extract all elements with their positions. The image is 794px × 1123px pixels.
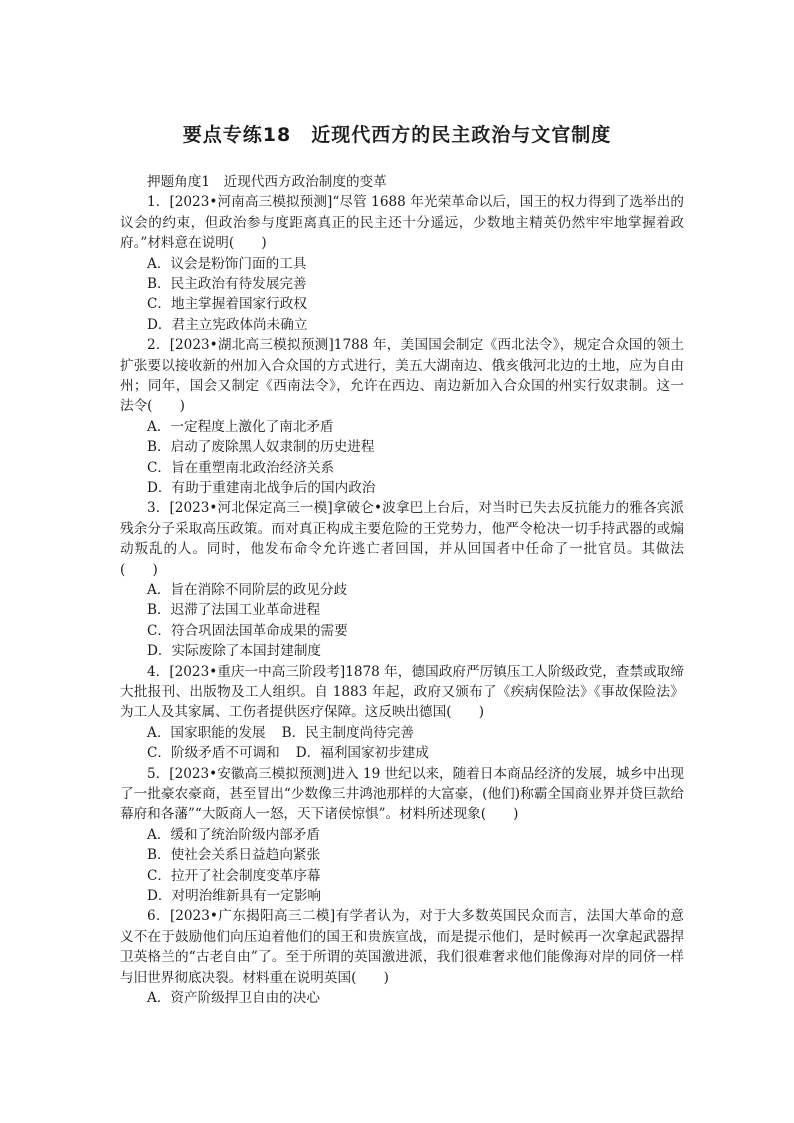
option-a: A．议会是粉饰门面的工具 [147,255,307,272]
question-stem: 4．[2023•重庆一中高三阶段考]1878 年，德国政府严厉镇压工人阶级政党，查禁或取缔大批报刊、出版物及工人组织。自 1883 年起，政府又颁布了《疾病保险法》《事故保险法》为工人及其家属、工伤者提供医疗保障。这反映出德国( ) [120,663,684,721]
option-c: C．阶级矛盾不可调和 [147,745,280,762]
question-stem: 6．[2023•广东揭阳高三二模]有学者认为，对于大多数英国民众而言，法国大革命的意义不在于鼓励他们向压迫着他们的国王和贵族宣战，而是提示他们，是时候再一次拿起武器捍卫英格兰的“古老自由”了。至于所谓的英国激进派，我们很难奢求他们能像海对岸的同侪一样与旧世界彻底决裂。材料重在说明英国( ) [120,908,684,986]
question-6 [120,906,684,1008]
question-5 [120,764,684,907]
document-body [120,172,684,1008]
question-4 [120,662,684,764]
option-c: C．旨在重塑南北政治经济关系 [147,459,335,476]
option-c: C．符合巩固法国革命成果的需要 [147,622,348,639]
option-a: A．缓和了统治阶级内部矛盾 [147,826,320,843]
option-a: A．国家职能的发展 [147,724,266,741]
option-b: B．迟滞了法国工业革命进程 [147,602,321,619]
question-1 [120,192,684,335]
option-d: D．有助于重建南北战争后的国内政治 [147,479,376,496]
option-a: A．旨在消除不同阶层的政见分歧 [147,581,348,598]
option-c: C．拉开了社会制度变革序幕 [147,867,321,884]
question-stem: 5．[2023•安徽高三模拟预测]进入 19 世纪以来，随着日本商品经济的发展，城乡中出现了一批豪农豪商，甚至冒出“少数像三井鸿池那样的大富豪，(他们)称霸全国商业界并贷巨款给幕府和各藩”“大阪商人一怒，天下诸侯惊惧”。材料所述现象( ) [120,765,684,823]
option-d: D．君主立宪政体尚未确立 [147,316,308,333]
question-3 [120,498,684,661]
option-b: B．民主制度尚待完善 [281,724,414,741]
option-c: C．地主掌握着国家行政权 [147,296,307,313]
option-d: D．福利国家初步建成 [295,745,429,762]
question-stem: 2．[2023•湖北高三模拟预测]1788 年，美国国会制定《西北法令》，规定合众国的领土扩张要以接收新的州加入合众国的方式进行，美五大湖南边、俄亥俄河北边的土地，应为自由州；同年，国会又制定《西南法令》，允许在西边、南边新加入合众国的州实行奴隶制。这一法令( ) [120,337,684,415]
option-b: B．启动了废除黑人奴隶制的历史进程 [147,439,375,456]
page-title: 要点专练18 近现代西方的民主政治与文官制度 [182,124,612,146]
question-stem: 3．[2023•河北保定高三一模]拿破仑•波拿巴上台后，对当时已失去反抗能力的雅各宾派残余分子采取高压政策。而对真正构成主要危险的王党势力，他严令枪决一切手持武器的或煽动叛乱的人。同时，他发布命令允许逃亡者回国，并从回国者中任命了一批官员。其做法( ) [120,500,684,578]
option-b: B．民主政治有待发展完善 [147,276,307,292]
option-a: A．一定程度上激化了南北矛盾 [147,418,334,435]
option-b: B．使社会关系日益趋向紧张 [147,847,321,864]
question-stem: 1．[2023•河南高三模拟预测]“尽管 1688 年光荣革命以后，国王的权力得到了选举出的议会的约束，但政治参与度距离真正的民主还十分遥远，少数地主精英仍然牢牢地掌握着政府。”材料意在说明( ) [120,194,684,252]
option-row [120,743,684,763]
option-d: D．对明治维新具有一定影响 [147,887,322,904]
option-row [120,723,684,743]
question-2 [120,335,684,498]
option-a: A．资产阶级捍卫自由的决心 [147,989,320,1006]
section-heading: 押题角度1 近现代西方政治制度的变革 [147,174,387,190]
option-d: D．实际废除了本国封建制度 [147,643,322,660]
